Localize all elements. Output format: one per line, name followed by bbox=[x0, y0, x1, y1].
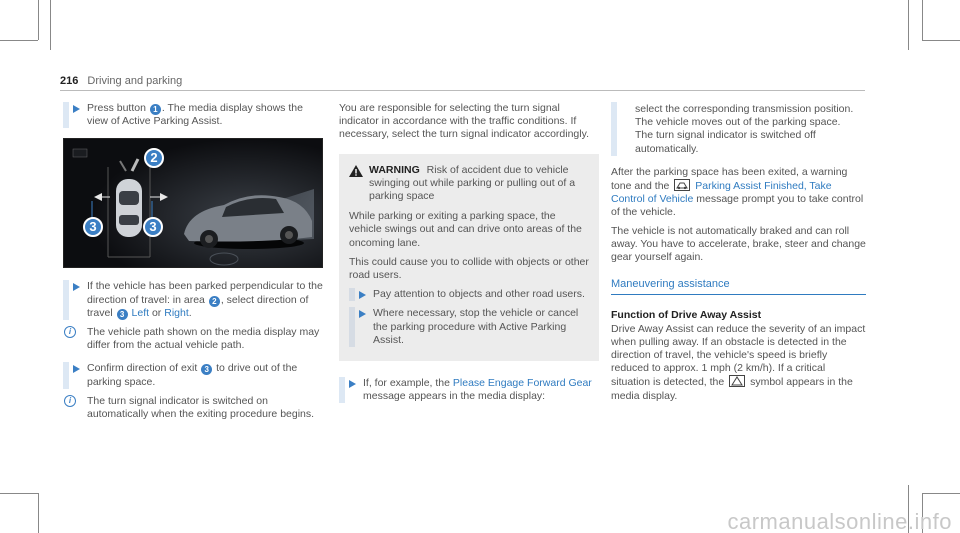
function-paragraph: Drive Away Assist can reduce the severity of an impact when pulling away. If an obstacle is detected in the direction of travel, the vehicle's speed is briefly reduced to approx. 1 mph (2 km/h). If a critical situation is detected, the symbol appears in the media display. bbox=[611, 322, 866, 402]
crop-mark bbox=[38, 0, 39, 40]
crop-mark bbox=[0, 493, 38, 494]
crop-mark bbox=[922, 493, 960, 494]
page-number: 216 bbox=[60, 75, 79, 87]
drive-away-assist-icon bbox=[729, 375, 745, 387]
section-name: Driving and parking bbox=[87, 75, 183, 87]
step-continued: select the corresponding transmission position. The vehicle moves out of the parking space. The turn signal indicator is switched off automatically. bbox=[611, 102, 866, 156]
step-engage-gear: If, for example, the Please Engage Forward Gear message appears in the media display: bbox=[339, 377, 599, 403]
step-arrow-icon bbox=[349, 380, 356, 388]
not-braked-paragraph: The vehicle is not automatically braked and can roll away. You have to accelerate, brake, steer and change gear yourself again. bbox=[611, 224, 866, 264]
option-right: Right bbox=[164, 306, 189, 319]
crop-mark bbox=[908, 0, 909, 50]
step-arrow-icon bbox=[359, 291, 366, 299]
warning-title: WARNING bbox=[369, 163, 420, 176]
callout-2: 2 bbox=[209, 296, 220, 307]
warning-step-attention: Pay attention to objects and other road users. bbox=[349, 288, 589, 301]
info-icon: i bbox=[64, 326, 76, 338]
display-message-finished: Parking Assist Finished, Take Control of Vehicle bbox=[611, 180, 832, 206]
step-arrow-icon bbox=[73, 283, 80, 291]
after-exit-paragraph: After the parking space has been exited, a warning tone and the Parking Assist Finished, Take Control of Vehicle message prompt you to take control of the vehicle. bbox=[611, 165, 864, 219]
display-message-engage-gear: Please Engage Forward Gear bbox=[452, 377, 592, 390]
callout-3-right: 3 bbox=[143, 217, 163, 237]
callout-3: 3 bbox=[201, 364, 212, 375]
subsection-title: Function of Drive Away Assist bbox=[611, 309, 762, 322]
warning-text-1: While parking or exiting a parking space, the vehicle swings out and can drive onto areas of the oncoming lane. bbox=[349, 210, 582, 249]
column-2 bbox=[339, 102, 599, 413]
callout-3: 3 bbox=[117, 309, 128, 320]
intro-paragraph: You are responsible for selecting the turn signal indicator in accordance with the traffic conditions. If necessary, select the turn signal indicator accordingly. bbox=[339, 102, 589, 141]
column-1 bbox=[63, 102, 323, 431]
step-arrow-icon bbox=[73, 365, 80, 373]
warning-step-stop: Where necessary, stop the vehicle or cancel the parking procedure with Active Parking Assist. bbox=[349, 307, 589, 347]
crop-mark bbox=[50, 0, 51, 50]
page-header bbox=[60, 75, 865, 88]
step-arrow-icon bbox=[359, 310, 366, 318]
crop-mark bbox=[38, 493, 39, 533]
crop-mark bbox=[0, 40, 38, 41]
step-arrow-icon bbox=[73, 105, 80, 113]
crop-mark bbox=[922, 40, 960, 41]
warning-text-2: This could cause you to collide with objects or other road users. bbox=[349, 255, 589, 282]
crop-mark bbox=[922, 0, 923, 40]
info-icon: i bbox=[64, 395, 76, 407]
section-title: Maneuvering assistance bbox=[611, 278, 866, 295]
step-press-button: Press button 1 . The media display shows the view of Active Parking Assist. bbox=[63, 102, 323, 128]
warning-heading: Risk of accident due to vehicle swinging out while parking or pulling out of a parking space bbox=[369, 163, 576, 203]
step-confirm-exit: Confirm direction of exit 3 to drive out of the parking space. bbox=[63, 362, 323, 388]
note-turn-signal: i The turn signal indicator is switched on automatically when the exiting procedure begins. bbox=[63, 395, 323, 421]
warning-triangle-icon bbox=[349, 165, 363, 177]
parking-assist-icon bbox=[674, 179, 690, 191]
note-vehicle-path: i The vehicle path shown on the media display may differ from the actual vehicle path. bbox=[63, 326, 323, 352]
warning-box bbox=[339, 154, 599, 361]
column-3 bbox=[611, 102, 866, 403]
active-parking-assist-illustration bbox=[64, 139, 323, 268]
option-left: Left bbox=[131, 306, 150, 319]
header-divider bbox=[60, 90, 865, 91]
watermark: carmanualsonline.info bbox=[727, 508, 952, 533]
step-select-direction: If the vehicle has been parked perpendicular to the direction of travel: in area 2 , select direction of travel 3 Left or Right. bbox=[63, 280, 323, 320]
media-display-image bbox=[63, 138, 323, 268]
callout-1: 1 bbox=[150, 104, 161, 115]
callout-3-left: 3 bbox=[83, 217, 103, 237]
callout-2: 2 bbox=[144, 148, 164, 168]
